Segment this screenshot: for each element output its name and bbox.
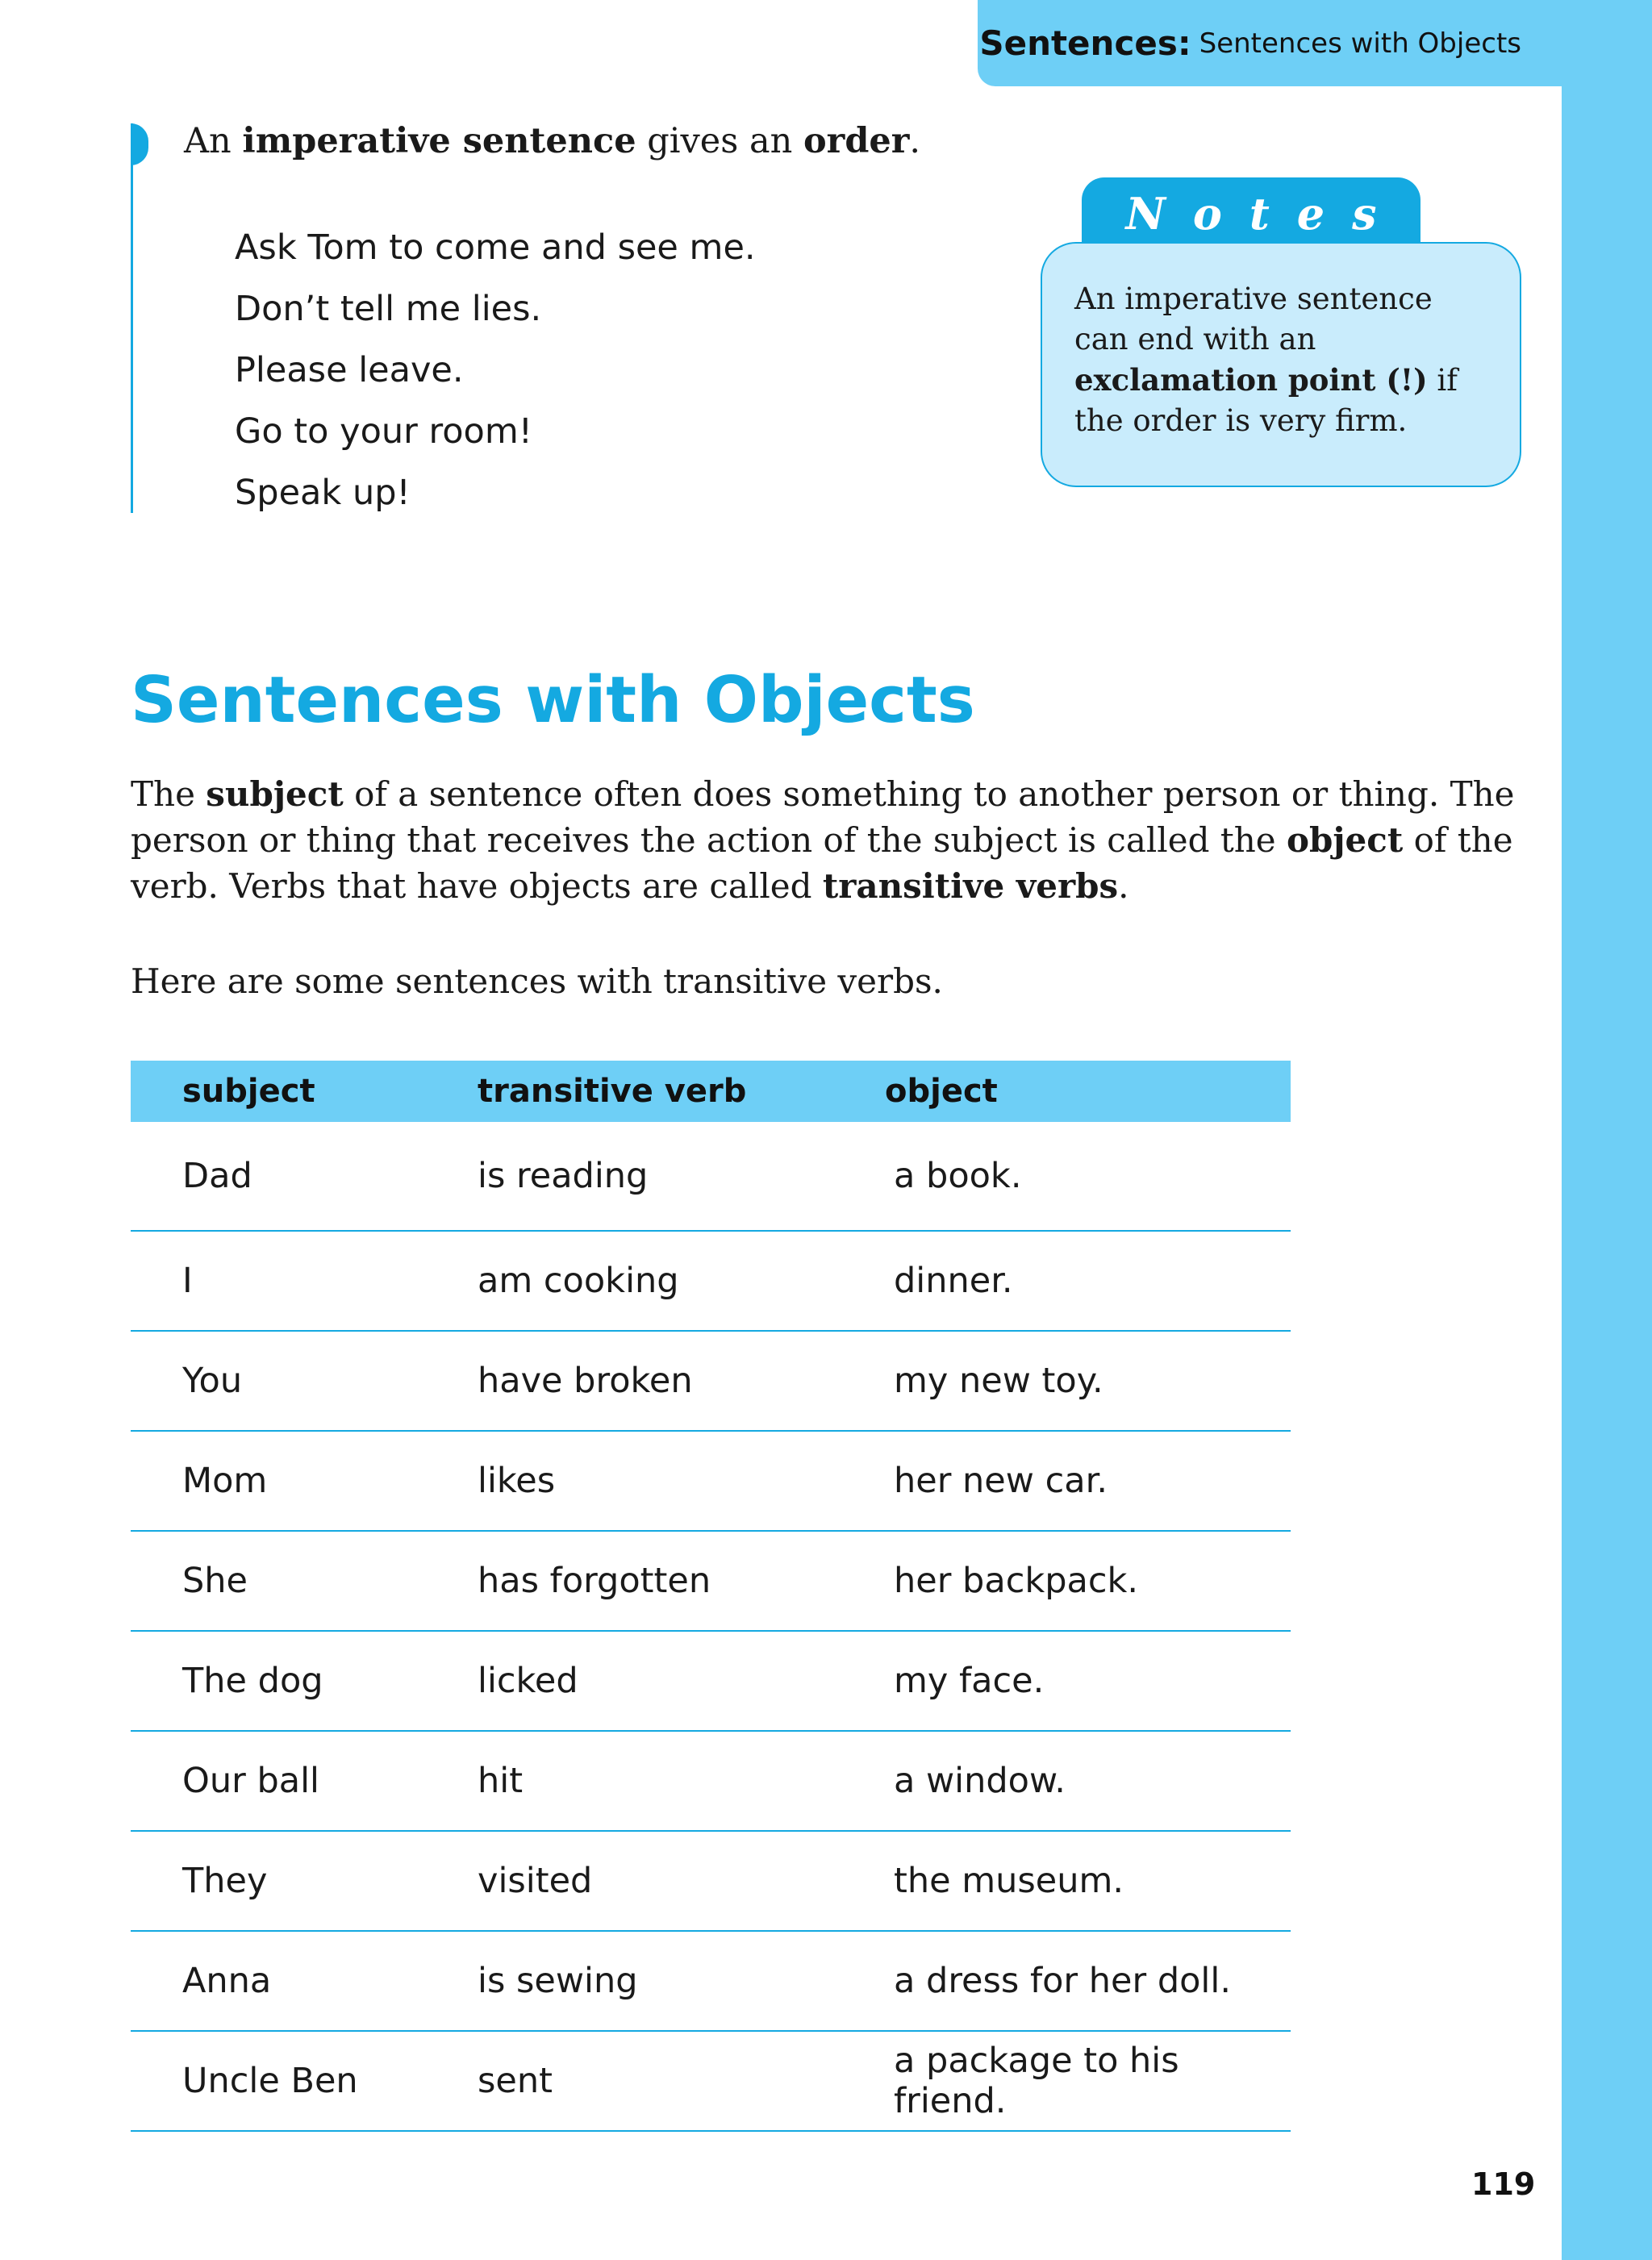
- cell-object: her new car.: [885, 1431, 1291, 1531]
- table-row: [131, 1331, 1291, 1431]
- cell-subject: She: [131, 1531, 478, 1631]
- column-header-object: object: [885, 1061, 1291, 1122]
- table-row: [131, 1831, 1291, 1931]
- cell-subject: Our ball: [131, 1731, 478, 1831]
- cell-verb: visited: [478, 1831, 885, 1931]
- cell-object: my face.: [885, 1631, 1291, 1731]
- transitive-verbs-table: [131, 1061, 1291, 2132]
- rule-bar: [131, 123, 133, 513]
- cell-subject: You: [131, 1331, 478, 1431]
- cell-object: my new toy.: [885, 1331, 1291, 1431]
- cell-subject: They: [131, 1831, 478, 1931]
- cell-object: her backpack.: [885, 1531, 1291, 1631]
- notes-box: An imperative sentence can end with an exclamation point (!) if the order is very firm.: [1041, 242, 1521, 487]
- cell-object: a book.: [885, 1122, 1291, 1231]
- cell-verb: is reading: [478, 1122, 885, 1231]
- cell-subject: I: [131, 1231, 478, 1331]
- cell-object: dinner.: [885, 1231, 1291, 1331]
- header-topic: Sentences with Objects: [1199, 27, 1521, 60]
- notes-title: Notes: [1082, 177, 1420, 244]
- rule-marker: [131, 123, 148, 165]
- cell-object: a dress for her doll.: [885, 1931, 1291, 2031]
- cell-verb: has forgotten: [478, 1531, 885, 1631]
- cell-verb: hit: [478, 1731, 885, 1831]
- imperative-definition: An imperative sentence gives an order.: [184, 121, 921, 161]
- table-row: [131, 1531, 1291, 1631]
- cell-subject: Mom: [131, 1431, 478, 1531]
- notes-emphasis: exclamation point (!): [1074, 362, 1428, 398]
- cell-verb: have broken: [478, 1331, 885, 1431]
- example-sentence: Go to your room!: [235, 411, 532, 452]
- cell-subject: Anna: [131, 1931, 478, 2031]
- table-header-row: [131, 1061, 1291, 1122]
- cell-verb: sent: [478, 2031, 885, 2131]
- table-row: [131, 1231, 1291, 1331]
- cell-subject: Uncle Ben: [131, 2031, 478, 2131]
- column-header-verb: transitive verb: [478, 1061, 885, 1122]
- table-row: [131, 1931, 1291, 2031]
- cell-verb: am cooking: [478, 1231, 885, 1331]
- column-header-subject: subject: [131, 1061, 478, 1122]
- example-sentence: Please leave.: [235, 350, 464, 390]
- example-sentence: Speak up!: [235, 473, 411, 513]
- table-intro: Here are some sentences with transitive verbs.: [131, 961, 943, 1001]
- section-title: Sentences with Objects: [131, 663, 975, 737]
- term-imperative-sentence: imperative sentence: [242, 121, 636, 161]
- cell-verb: licked: [478, 1631, 885, 1731]
- example-sentence: Don’t tell me lies.: [235, 289, 542, 329]
- cell-object: a window.: [885, 1731, 1291, 1831]
- cell-verb: likes: [478, 1431, 885, 1531]
- cell-subject: The dog: [131, 1631, 478, 1731]
- side-color-bar: [1562, 0, 1652, 2260]
- table-row: [131, 1431, 1291, 1531]
- cell-verb: is sewing: [478, 1931, 885, 2031]
- page-number: 119: [1471, 2166, 1536, 2202]
- cell-subject: Dad: [131, 1122, 478, 1231]
- table-row: [131, 1631, 1291, 1731]
- term-order: order: [803, 121, 910, 161]
- header-chapter: Sentences:: [979, 23, 1191, 63]
- imperative-examples: [235, 221, 756, 527]
- running-header: [978, 0, 1562, 86]
- term-transitive-verbs: transitive verbs: [822, 866, 1119, 906]
- cell-object: the museum.: [885, 1831, 1291, 1931]
- example-sentence: Ask Tom to come and see me.: [235, 227, 756, 268]
- table-row: [131, 1122, 1291, 1231]
- section-paragraph: The subject of a sentence often does something to another person or thing. The person or thing that receives the action of the subject is called the object of the verb. Verbs that have objects are called transitive verbs.: [131, 774, 1515, 906]
- term-subject: subject: [206, 774, 344, 814]
- term-object: object: [1286, 820, 1404, 860]
- cell-object: a package to his friend.: [885, 2031, 1291, 2131]
- table-row: [131, 2031, 1291, 2131]
- table-row: [131, 1731, 1291, 1831]
